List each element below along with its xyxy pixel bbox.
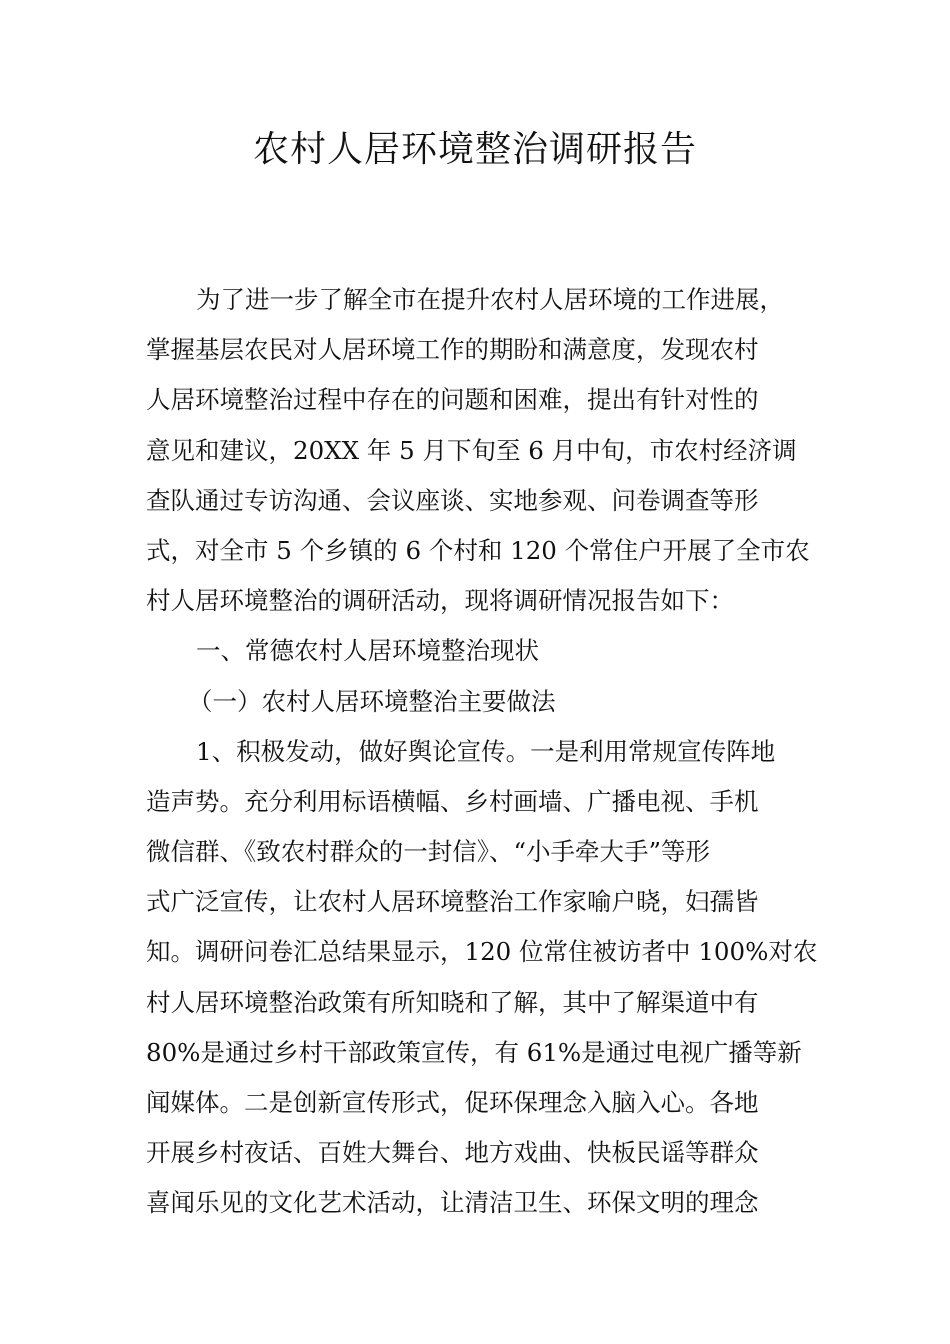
paragraph-line: 造声势。充分利用标语横幅、乡村画墙、广播电视、手机 (146, 786, 759, 816)
document-title: 农村人居环境整治调研报告 (252, 129, 697, 170)
paragraph-line: 微信群、《致农村群众的一封信》、“小手牵大手”等形 (146, 837, 711, 867)
document-body (146, 275, 836, 1229)
paragraph-line: 村人居环境整治的调研活动，现将调研情况报告如下： (146, 586, 734, 616)
paragraph-line: 1、积极发动，做好舆论宣传。一是利用常规宣传阵地 (196, 736, 776, 766)
paragraph-line: 村人居环境整治政策有所知晓和了解，其中了解渠道中有 (146, 987, 759, 1017)
section-heading: 一、常德农村人居环境整治现状 (196, 636, 539, 666)
paragraph-line: 为了进一步了解全市在提升农村人居环境的工作进展， (196, 285, 784, 314)
paragraph-line: 式，对全市 5 个乡镇的 6 个村和 120 个常住户开展了全市农 (146, 535, 810, 565)
paragraph-line: 人居环境整治过程中存在的问题和困难，提出有针对性的 (146, 385, 759, 415)
paragraph-line: 喜闻乐见的文化艺术活动，让清洁卫生、环保文明的理念 (146, 1188, 759, 1218)
paragraph-line: 开展乡村夜话、百姓大舞台、地方戏曲、快板民谣等群众 (146, 1138, 759, 1168)
paragraph-line: 意见和建议，20XX 年 5 月下旬至 6 月中旬，市农村经济调 (146, 435, 797, 465)
paragraph-line: 查队通过专访沟通、会议座谈、实地参观、问卷调查等形 (146, 485, 759, 515)
paragraph-line: 式广泛宣传，让农村人居环境整治工作家喻户晓，妇孺皆 (146, 887, 759, 917)
subsection-heading: （一）农村人居环境整治主要做法 (188, 686, 556, 716)
paragraph-line: 闻媒体。二是创新宣传形式，促环保理念入脑入心。各地 (146, 1088, 759, 1117)
paragraph-line: 知。调研问卷汇总结果显示，120 位常住被访者中 100%对农 (146, 937, 818, 967)
paragraph-line: 掌握基层农民对人居环境工作的期盼和满意度，发现农村 (146, 335, 759, 365)
paragraph-line: 80%是通过乡村干部政策宣传，有 61%是通过电视广播等新 (146, 1037, 802, 1067)
